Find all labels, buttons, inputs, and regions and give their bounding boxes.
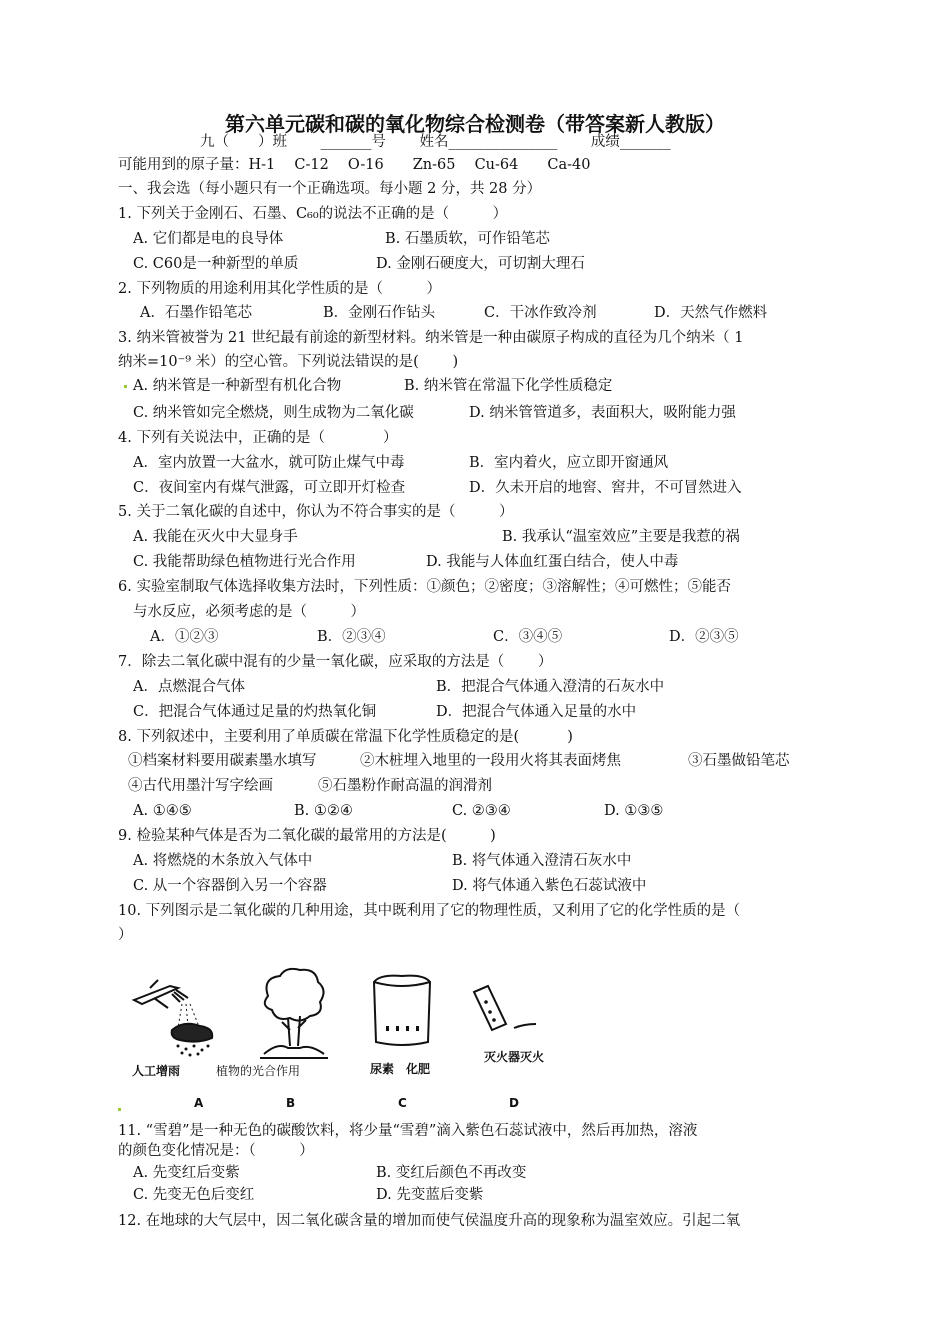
question-11-stem-line2: 的颜色变化情况是：（ ） [118, 1143, 314, 1159]
question-11-option-d: D. 先变蓝后变紫 [376, 1187, 484, 1203]
question-1-option-c: C. C60是一种新型的单质 [133, 256, 299, 272]
question-9-stem: 9. 检验某种气体是否为二氧化碳的最常用的方法是( ) [118, 828, 496, 844]
question-8-statement-1: ①档案材料要用碳素墨水填写 [128, 753, 317, 769]
figure-b-letter: B [286, 1096, 296, 1110]
question-3-option-c: C. 纳米管如完全燃烧，则生成物为二氧化碳 [133, 405, 414, 421]
figure-d-letter: D [509, 1096, 519, 1110]
question-3-option-d: D. 纳米管管道多，表面积大，吸附能力强 [469, 405, 736, 421]
question-1-option-a: A. 它们都是电的良导体 [133, 231, 284, 247]
question-4-option-c: C．夜间室内有煤气泄露，可立即开灯检查 [133, 480, 406, 496]
question-10-stem-line2: ） [118, 927, 133, 943]
stray-mark [118, 1108, 121, 1111]
stray-mark [124, 385, 127, 388]
question-8-option-d: D. ①③⑤ [604, 803, 664, 819]
question-8-statement-5: ⑤石墨粉作耐高温的润滑剂 [318, 778, 492, 794]
question-3-stem-line1: 3. 纳米管被誉为 21 世纪最有前途的新型材料。纳米管是一种由碳原子构成的直径为几个纳米（ 1 [118, 330, 744, 346]
question-8-option-b: B. ①②④ [294, 803, 353, 819]
question-4-stem: 4. 下列有关说法中，正确的是（ ） [118, 430, 398, 446]
question-7-option-b: B．把混合气体通入澄清的石灰水中 [436, 679, 665, 695]
atomic-masses: 可能用到的原子量：H-1 C-12 O-16 Zn-65 Cu-64 Ca-40 [118, 157, 591, 173]
question-5-option-c: C. 我能帮助绿色植物进行光合作用 [133, 554, 356, 570]
question-8-option-a: A. ①④⑤ [133, 803, 192, 819]
document-title: 第六单元碳和碳的氧化物综合检测卷（带答案新人教版） [225, 112, 725, 136]
question-8-option-c: C. ②③④ [452, 803, 511, 819]
section-heading: 一、我会选（每小题只有一个正确选项。每小题 2 分，共 28 分） [118, 181, 542, 197]
question-8-stem: 8. 下列叙述中，主要利用了单质碳在常温下化学性质稳定的是( ) [118, 729, 573, 745]
question-9-option-d: D. 将气体通入紫色石蕊试液中 [452, 878, 647, 894]
question-9-option-c: C. 从一个容器倒入另一个容器 [133, 878, 327, 894]
question-2-option-d: D．天然气作燃料 [654, 305, 768, 321]
question-7-option-d: D．把混合气体通入足量的水中 [436, 704, 637, 720]
question-9-option-a: A. 将燃烧的木条放入气体中 [133, 853, 313, 869]
question-1-stem: 1. 下列关于金刚石、石墨、C₆₀的说法不正确的是（ ） [118, 206, 508, 222]
question-3-option-a: A. 纳米管是一种新型有机化合物 [133, 378, 342, 394]
question-8-statement-3: ③石墨做铅笔芯 [688, 753, 790, 769]
question-7-option-c: C．把混合气体通过足量的灼热氧化铜 [133, 704, 377, 720]
question-11-option-c: C. 先变无色后变红 [133, 1187, 255, 1203]
question-11-option-a: A. 先变红后变紫 [133, 1165, 240, 1181]
question-11-option-b: B. 变红后颜色不再改变 [376, 1165, 527, 1181]
question-6-option-b: B．②③④ [317, 629, 386, 645]
question-4-option-b: B．室内着火，应立即开窗通风 [469, 455, 669, 471]
question-3-stem-line2: 纳米=10⁻⁹ 米）的空心管。下列说法错误的是( ) [118, 354, 459, 370]
question-6-stem-line2: 与水反应，必须考虑的是（ ） [133, 604, 365, 620]
question-1-option-d: D. 金刚石硬度大，可切割大理石 [376, 256, 585, 272]
airplane-rain-illustration [128, 978, 220, 1058]
question-9-option-b: B. 将气体通入澄清石灰水中 [452, 853, 632, 869]
question-7-stem: 7．除去二氧化碳中混有的少量一氧化碳，应采取的方法是（ ） [118, 654, 553, 670]
question-6-option-a: A．①②③ [150, 629, 219, 645]
question-11-stem-line1: 11. “雪碧”是一种无色的碳酸饮料，将少量“雪碧”滴入紫色石蕊试液中，然后再加热，溶液 [118, 1123, 698, 1139]
question-6-option-d: D．②③⑤ [669, 629, 739, 645]
figure-d-caption: 灭火器灭火 [484, 1050, 545, 1064]
question-12-stem-line1: 12. 在地球的大气层中，因二氧化碳含量的增加而使气侯温度升高的现象称为温室效应。引起二氧 [118, 1213, 741, 1229]
question-4-option-d: D．久未开启的地窖、窖井，不可冒然进入 [469, 480, 742, 496]
question-2-option-a: A．石墨作铅笔芯 [140, 305, 252, 321]
figure-c-caption: 尿素 化肥 [370, 1062, 431, 1076]
question-5-option-d: D. 我能与人体血红蛋白结合，使人中毒 [426, 554, 679, 570]
fertilizer-bag-illustration [366, 972, 438, 1052]
question-6-option-c: C．③④⑤ [493, 629, 563, 645]
question-2-option-b: B．金刚石作钻头 [323, 305, 436, 321]
figure-a-letter: A [194, 1096, 204, 1110]
question-10-stem-line1: 10. 下列图示是二氧化碳的几种用途，其中既利用了它的物理性质，又利用了它的化学性质的是（ [118, 903, 741, 919]
question-8-statement-2: ②木桩埋入地里的一段用火将其表面烤焦 [360, 753, 621, 769]
question-2-option-c: C．干冰作致冷剂 [484, 305, 597, 321]
tree-illustration [258, 966, 330, 1062]
student-info-line: 九（ ）班 _______号 姓名_______________ 成绩_______ [200, 134, 671, 150]
question-2-stem: 2. 下列物质的用途利用其化学性质的是（ ） [118, 281, 441, 297]
question-6-stem-line1: 6. 实验室制取气体选择收集方法时，下列性质：①颜色；②密度；③溶解性；④可燃性；⑤能否 [118, 579, 731, 595]
figure-c-letter: C [398, 1096, 407, 1110]
question-5-option-b: B. 我承认“温室效应”主要是我惹的祸 [502, 529, 740, 545]
figure-a-caption: 人工增雨 [132, 1064, 181, 1078]
fire-extinguisher-illustration [466, 984, 546, 1038]
question-8-statement-4: ④古代用墨汁写字绘画 [128, 778, 273, 794]
question-5-stem: 5. 关于二氧化碳的自述中，你认为不符合事实的是（ ） [118, 504, 514, 520]
figure-b-caption: 植物的光合作用 [216, 1064, 301, 1078]
question-5-option-a: A. 我能在灭火中大显身手 [133, 529, 298, 545]
question-4-option-a: A．室内放置一大盆水，就可防止煤气中毒 [133, 455, 405, 471]
question-1-option-b: B. 石墨质软，可作铅笔芯 [385, 231, 550, 247]
question-3-option-b: B. 纳米管在常温下化学性质稳定 [404, 378, 613, 394]
question-7-option-a: A．点燃混合气体 [133, 679, 245, 695]
